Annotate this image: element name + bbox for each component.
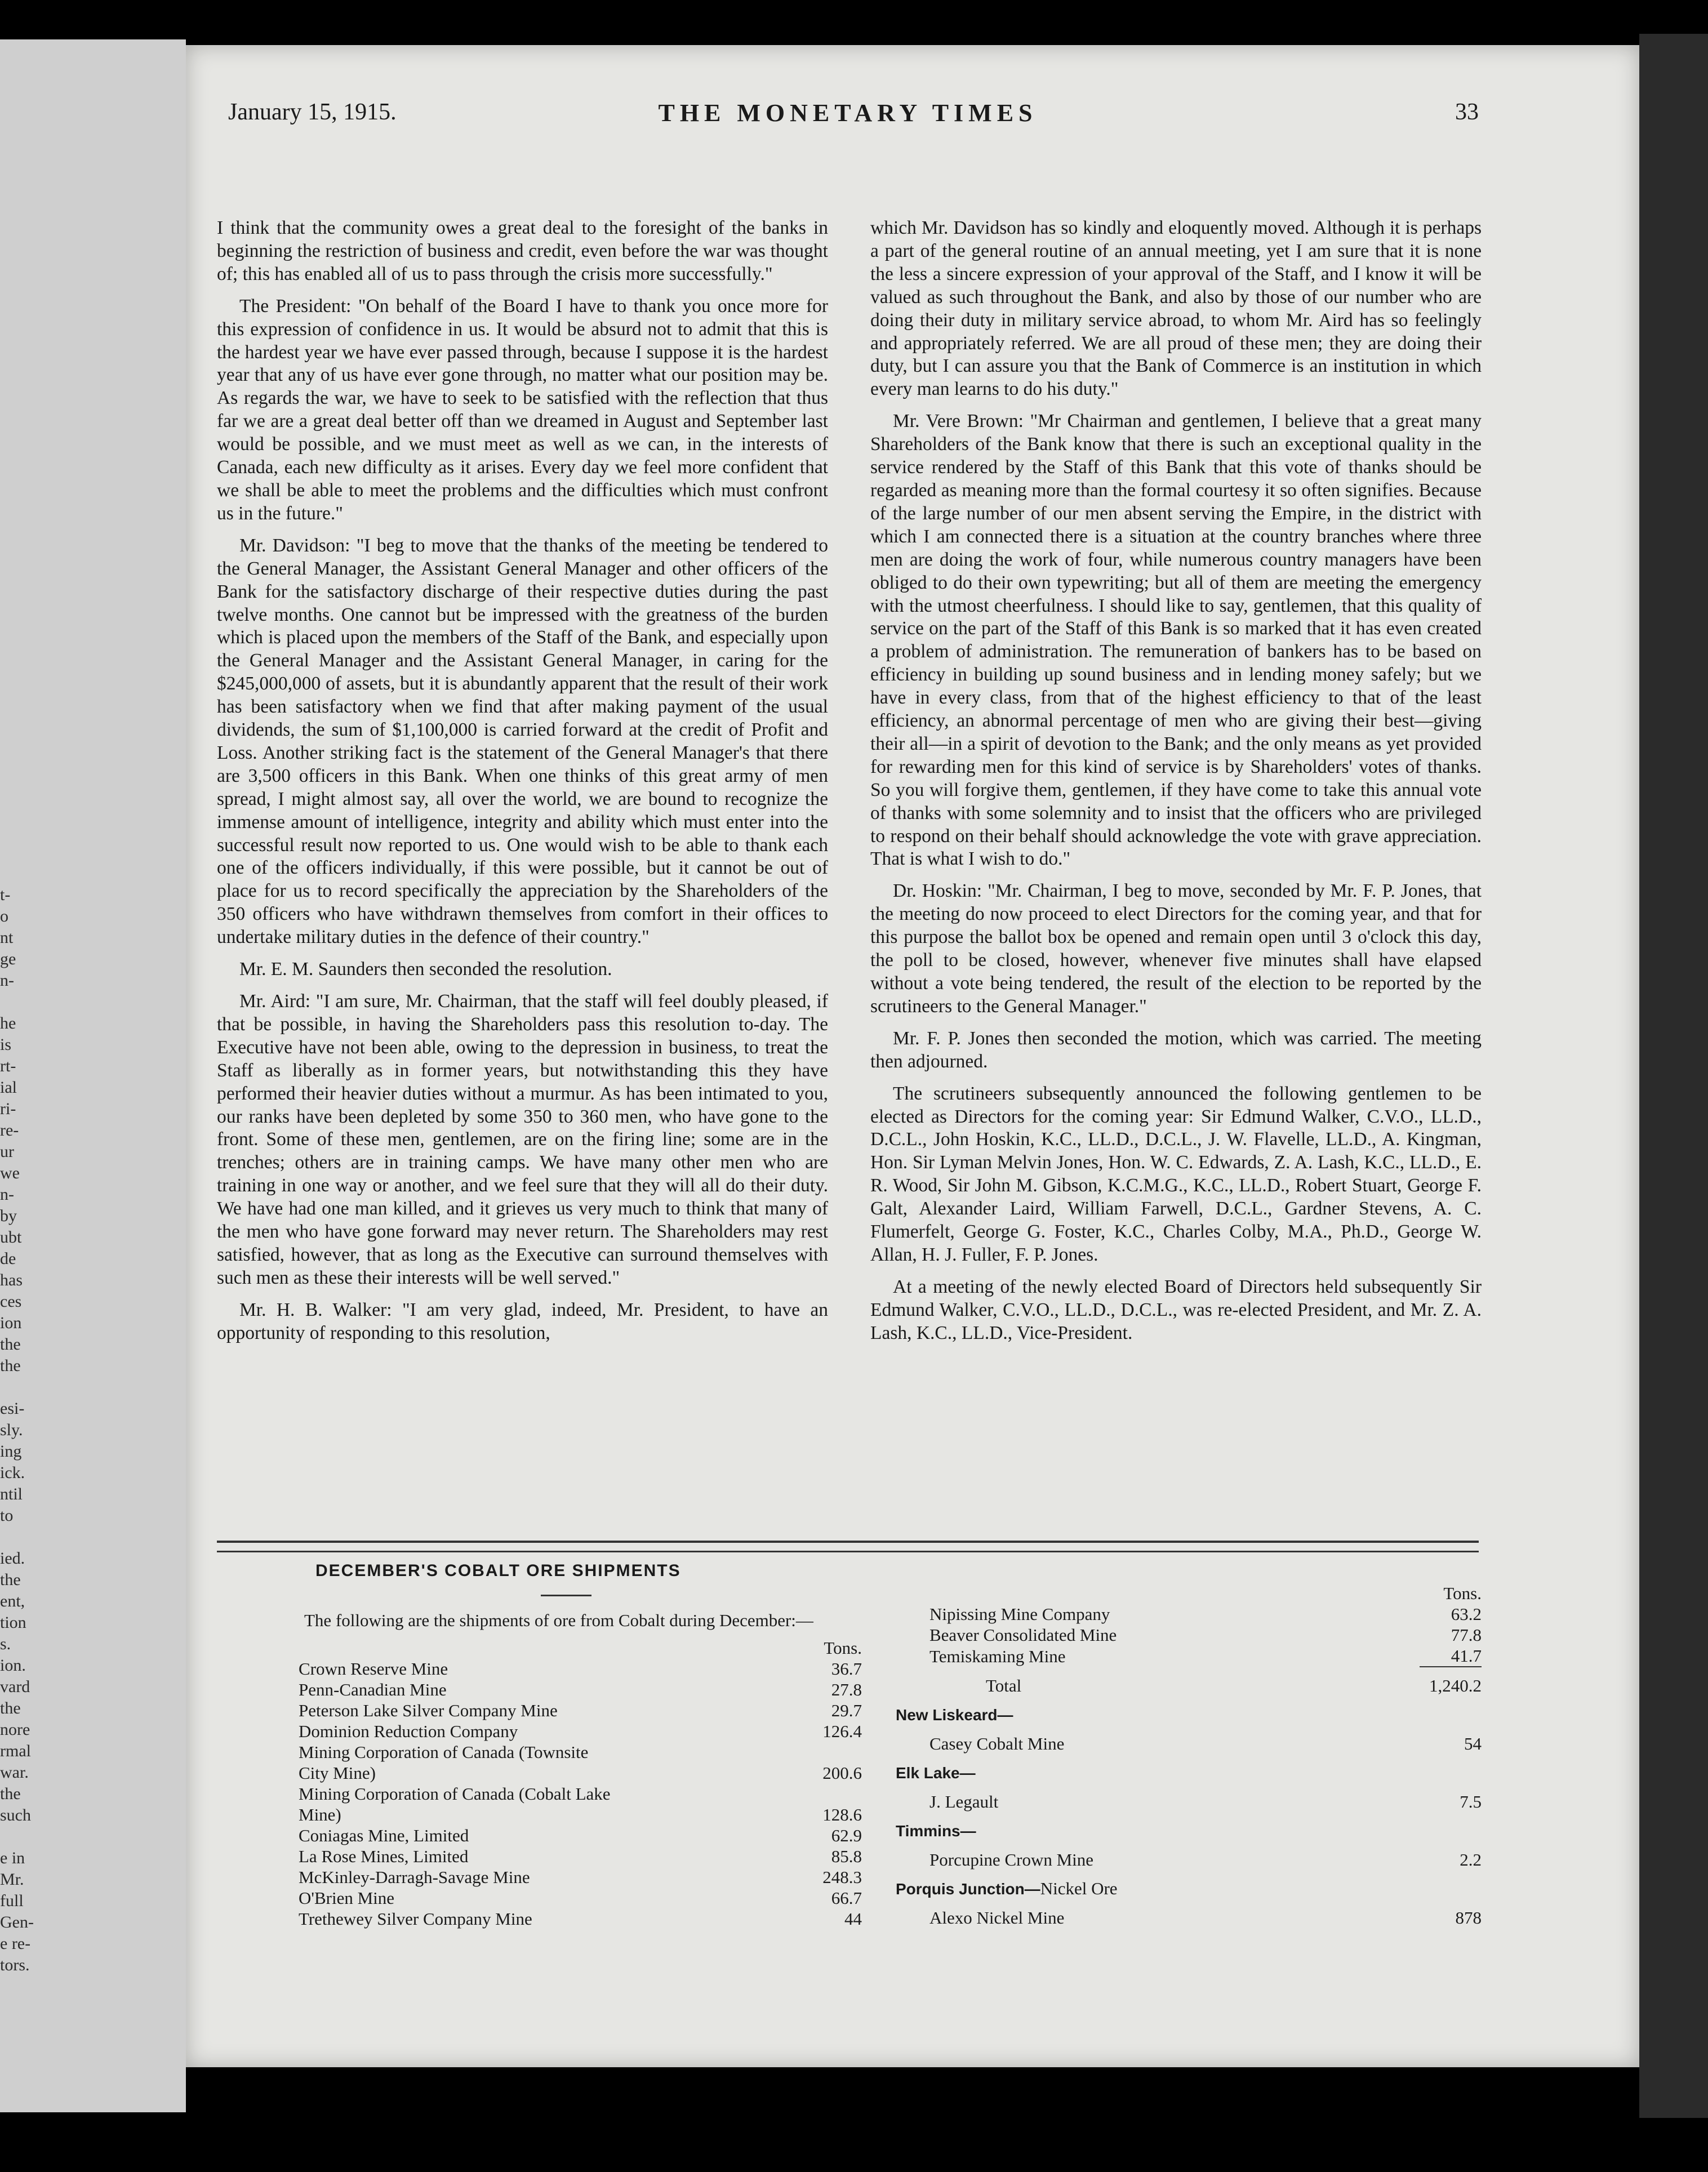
fragment-line — [0, 991, 51, 1013]
tons-value: 85.8 — [831, 1846, 862, 1866]
district-name: Timmins— — [896, 1822, 976, 1840]
mine-name: Beaver Consolidated Mine — [929, 1625, 1117, 1645]
fragment-line: by — [0, 1207, 17, 1225]
paragraph: which Mr. Davidson has so kindly and eloquently moved. Although it is perhaps a part of the general routine of an annual meeting, yet I am sure that it is none the less a sincere expression of your approval of the Staff, and I know it will be valued as such throughout the Bank, and also by those of our number who are doing their duty in military service abroad, to whom Mr. Aird has so feelingly and appropriately referred. We are all proud of these men; they are doing their duty, but I can assure you that the Bank of Commerce is an institution in which every man learns to do his duty." — [870, 217, 1482, 400]
fragment-line: de — [0, 1249, 16, 1268]
fragment-line: Mr. — [0, 1870, 24, 1889]
district-heading — [896, 1762, 1482, 1783]
fragment-line: has — [0, 1271, 23, 1289]
shipments-right-panel — [896, 1583, 1482, 1928]
tons-value: 62.9 — [831, 1826, 862, 1845]
paragraph: Mr. Aird: "I am sure, Mr. Chairman, that the staff will feel doubly pleased, if that be possible, in having the Shareholders pass this resolution to-day. The Executive have not been able, owing to the depression in business, to treat the Staff as liberally as in former years, but notwithstanding this they have performed their heavier duties without a murmur. As has been intimated to you, our ranks have been depleted by some 350 to 360 men, who have gone to the front. Some of these men, gentlemen, are on the firing line; some are in the trenches; others are in training camps. We have many other men who are training in one way or another, and we feel sure that they will all do their duty. We have had one man killed, and it grieves us very much to think that many of the men who have gone forward may never return. The Shareholders may rest satisfied, however, that as long as the Executive can surround themselves with such men as these their interests will be well served." — [217, 991, 828, 1288]
paragraph: Mr. H. B. Walker: "I am very glad, indeed, Mr. President, to have an opportunity of responding to this resolution, — [217, 1299, 828, 1343]
mine-name-continued: City Mine) — [299, 1763, 376, 1783]
tons-value: 66.7 — [831, 1888, 862, 1908]
table-row — [282, 1742, 862, 1762]
tons-header: Tons. — [824, 1638, 862, 1658]
fragment-line: n- — [0, 1185, 14, 1204]
paragraph: Mr. F. P. Jones then seconded the motion, which was carried. The meeting then adjourned. — [870, 1027, 1482, 1072]
title-rule — [541, 1595, 591, 1596]
mine-name: La Rose Mines, Limited — [299, 1846, 469, 1866]
fragment-line: e in — [0, 1849, 25, 1867]
paragraph: Mr. Vere Brown: "Mr Chairman and gentlemen, I believe that a great many Shareholders of the Bank know that there is such an exceptional quality in the service rendered by the Staff of this Bank that this vote of thanks should be regarded as meaning more than the formal courtesy it so often signifies. Because of the large number of our men absent serving the Empire, in the district with which I am connected there is a situation at the country branches where three men are doing the work of four, while numerous country managers have been obliged to do their own typewriting; but all of them are meeting the emergency with the utmost cheerfulness. I should like to say, gentlemen, that this quality of service on the part of the Staff of this Bank is so marked that it has even created a problem of administration. The remuneration of bankers has to be based on efficiency in building up sound business and in lending money safely; but we have in every class, from that of the highest efficiency to that of the least efficiency, an abnormal percentage of men who are giving their best—giving their all—in a spirit of devotion to the Bank; and the only means as yet provided for rewarding men for this kind of service is by Shareholders' votes of thanks. So you will forgive them, gentlemen, if they have come to take this annual vote of thanks with some solemnity and to insist that the officers who are privileged to respond on their behalf should acknowledge the vote with grave appreciation. That is what I wish to do." — [870, 411, 1482, 870]
shipments-title: DECEMBER'S COBALT ORE SHIPMENTS — [315, 1561, 681, 1580]
mine-name: Peterson Lake Silver Company Mine — [299, 1701, 558, 1720]
total-label: Total — [986, 1676, 1022, 1695]
tons-value: 63.2 — [1451, 1604, 1482, 1624]
tons-value: 126.4 — [822, 1721, 862, 1741]
page-header — [217, 99, 1479, 132]
fragment-line: the — [0, 1570, 21, 1589]
paragraph: Mr. E. M. Saunders then seconded the resolution. — [239, 959, 612, 980]
table-row — [282, 1679, 862, 1700]
mine-name: Crown Reserve Mine — [299, 1659, 448, 1679]
magazine-page — [186, 45, 1639, 2067]
table-row-continuation — [282, 1762, 862, 1783]
article-column-left — [217, 217, 828, 1354]
fragment-line: ge — [0, 950, 16, 968]
tons-value: 77.8 — [1451, 1625, 1482, 1645]
table-row — [913, 1624, 1482, 1645]
tons-value: 200.6 — [822, 1763, 862, 1783]
mine-name: Casey Cobalt Mine — [929, 1734, 1065, 1753]
facing-page-text-fragments — [0, 884, 51, 1976]
fragment-line: such — [0, 1806, 31, 1824]
fragment-line — [0, 1526, 51, 1548]
fragment-line: nore — [0, 1720, 30, 1739]
table-row — [913, 1645, 1482, 1667]
total-row — [913, 1667, 1482, 1696]
shipments-table-right — [913, 1583, 1482, 1696]
shipments-left-panel — [282, 1560, 862, 1929]
mine-name: Penn-Canadian Mine — [299, 1680, 447, 1699]
table-row — [282, 1908, 862, 1929]
page-number: 33 — [1455, 99, 1479, 125]
mine-name: Temiskaming Mine — [929, 1646, 1066, 1666]
fragment-line: the — [0, 1784, 21, 1803]
tons-value: 878 — [1455, 1908, 1482, 1928]
table-row — [913, 1849, 1482, 1870]
fragment-line: ntil — [0, 1485, 23, 1503]
paragraph: At a meeting of the newly elected Board of Directors held subsequently Sir Edmund Walker, C.V.O., LL.D., D.C.L., was re-elected President, and Mr. Z. A. Lash, K.C., LL.D., Vice-President. — [870, 1276, 1482, 1343]
tons-value: 248.3 — [822, 1867, 862, 1887]
mine-name: Alexo Nickel Mine — [929, 1908, 1065, 1928]
fragment-line: Gen- — [0, 1913, 34, 1931]
total-value: 1,240.2 — [1420, 1667, 1482, 1696]
table-row — [282, 1721, 862, 1742]
tons-value: 27.8 — [831, 1680, 862, 1699]
fragment-line: e re- — [0, 1934, 31, 1953]
paragraph: The President: "On behalf of the Board I have to thank you once more for this expression of confidence in us. It would be absurd not to admit that this is the hardest year we have ever passed through, because I suppose it is the hardest year that any of us have ever gone through, no matter what our position may be. As regards the war, we have to seek to be satisfied with the reflection that thus far we are a great deal better off than we dreamed in August and September last would be possible, and we must meet as well as we can, in the interests of Canada, each new difficulty as it arises. Every day we feel more confident that we shall be able to meet the problems and the difficulties which must confront us in the future." — [217, 295, 828, 524]
fragment-line: ial — [0, 1078, 17, 1097]
fragment-line: t- — [0, 885, 11, 904]
table-row — [282, 1783, 862, 1804]
paragraph: The scrutineers subsequently announced the following gentlemen to be elected as Directors for the coming year: Sir Edmund Walker, C.V.O., LL.D., D.C.L., John Hoskin, K.C., LL.D., D.C.L., J. W. Flavelle, LL.D., A. Kingman, Hon. Sir Lyman Melvin Jones, Hon. W. C. Edwards, Z. A. Lash, K.C., LL.D., E. R. Wood, Sir John M. Gibson, K.C.M.G., K.C., LL.D., Robert Stuart, George F. Galt, Alexander Laird, William Farwell, D.C.L., Gardner Stevens, A. C. Flumerfelt, George G. Foster, K.C., Charles Colby, M.A., Ph.D., George W. Allan, H. J. Fuller, F. P. Jones. — [870, 1083, 1482, 1265]
tons-value: 54 — [1464, 1734, 1482, 1753]
tons-value: 29.7 — [831, 1701, 862, 1720]
fragment-line: ubt — [0, 1228, 22, 1247]
district-name: Porquis Junction— — [896, 1880, 1040, 1898]
fragment-line: ick. — [0, 1463, 25, 1482]
paragraph: Mr. Davidson: "I beg to move that the thanks of the meeting be tendered to the General Manager, the Assistant General Manager and other officers of the Bank for the satisfactory discharge of their respective duties during the past twelve months. One cannot but be impressed with the greatness of the burden which is placed upon the members of the Staff of the Bank, and especially upon the General Manager and the Assistant General Manager, in caring for the $245,000,000 of assets, but it is abundantly apparent that the result of their work has been satisfactory when we find that after making payment of the usual dividends, the sum of $1,100,000 is carried forward at the credit of Profit and Loss. Another striking fact is the statement of the General Manager's that there are 3,500 officers in this Bank. When one thinks of this great army of men spread, I might almost say, all over the world, we are bound to recognize the immense amount of intelligence, integrity and ability which must enter into the successful result now reported to us. One would wish to be able to thank each one of the officers individually, if this were possible, but it cannot be out of place for us to record specifically the appreciation by the Shareholders of the 350 officers who have withdrawn themselves from comfort in their offices to undertake military duties in the defence of their country." — [217, 535, 828, 948]
fragment-line: ri- — [0, 1100, 16, 1118]
fragment-line: ent, — [0, 1592, 25, 1610]
mine-name: McKinley-Darragh-Savage Mine — [299, 1867, 530, 1887]
other-districts — [896, 1704, 1482, 1928]
mine-name: Trethewey Silver Company Mine — [299, 1909, 532, 1929]
section-divider — [217, 1541, 1479, 1552]
tons-value: 7.5 — [1460, 1792, 1482, 1812]
publication-title: THE MONETARY TIMES — [658, 99, 1038, 127]
table-row — [282, 1700, 862, 1721]
shipments-table-left — [282, 1637, 862, 1929]
fragment-line — [0, 1377, 51, 1398]
district-table — [913, 1733, 1482, 1754]
issue-date: January 15, 1915. — [228, 99, 397, 125]
fragment-line: we — [0, 1164, 20, 1182]
tons-value: 41.7 — [1451, 1646, 1482, 1666]
fragment-line: ion — [0, 1314, 22, 1332]
district-table — [913, 1791, 1482, 1812]
district-table — [913, 1907, 1482, 1928]
mine-name: O'Brien Mine — [299, 1888, 395, 1908]
fragment-line: rmal — [0, 1742, 31, 1760]
table-row — [282, 1888, 862, 1908]
fragment-line: ces — [0, 1292, 22, 1311]
article-column-right — [870, 217, 1482, 1354]
table-row — [282, 1867, 862, 1888]
district-heading — [896, 1878, 1482, 1899]
fragment-line: the — [0, 1335, 21, 1354]
fragment-line: esi- — [0, 1399, 25, 1418]
shipments-intro: The following are the shipments of ore from Cobalt during December:— — [304, 1610, 813, 1630]
fragment-line: s. — [0, 1635, 11, 1653]
mine-name: Coniagas Mine, Limited — [299, 1826, 469, 1845]
district-name: New Liskeard— — [896, 1706, 1013, 1724]
facing-page — [0, 39, 186, 2112]
table-row — [913, 1604, 1482, 1624]
mine-name-continued: Mine) — [299, 1805, 341, 1824]
fragment-line: ion. — [0, 1656, 26, 1675]
table-row — [282, 1825, 862, 1846]
mine-name: Dominion Reduction Company — [299, 1721, 518, 1741]
fragment-line: to — [0, 1506, 14, 1525]
fragment-line: full — [0, 1891, 24, 1910]
table-row-continuation — [282, 1804, 862, 1825]
fragment-line: rt- — [0, 1057, 16, 1075]
mine-name: Nipissing Mine Company — [929, 1604, 1110, 1624]
book-spine — [1639, 34, 1708, 2118]
table-row — [913, 1733, 1482, 1754]
fragment-line: vard — [0, 1677, 30, 1696]
district-heading — [896, 1704, 1482, 1725]
fragment-line: war. — [0, 1763, 29, 1782]
paragraph: I think that the community owes a great deal to the foresight of the banks in beginning the restriction of business and credit, even before the war was thought of; this has enabled all of us to pass through the crisis more successfully." — [217, 217, 828, 284]
fragment-line: the — [0, 1699, 21, 1717]
table-row — [282, 1846, 862, 1867]
fragment-line: ing — [0, 1442, 22, 1461]
fragment-line: tors. — [0, 1956, 30, 1974]
fragment-line: tion — [0, 1613, 26, 1632]
tons-value: 2.2 — [1460, 1850, 1482, 1870]
table-row — [282, 1658, 862, 1679]
fragment-line: o — [0, 907, 8, 925]
table-row — [913, 1791, 1482, 1812]
mine-name: J. Legault — [929, 1792, 999, 1812]
fragment-line: re- — [0, 1121, 19, 1140]
fragment-line: ied. — [0, 1549, 25, 1568]
district-heading — [896, 1820, 1482, 1841]
district-table — [913, 1849, 1482, 1870]
paragraph: Dr. Hoskin: "Mr. Chairman, I beg to move, seconded by Mr. F. P. Jones, that the meeting do now proceed to elect Directors for the coming year, and that for this purpose the ballot box be opened and remain open until 3 o'clock this day, the poll to be closed, however, whenever five minutes shall have elapsed without a vote being tendered, the result of the election to be reported by the scrutineers to the General Manager." — [870, 880, 1482, 1017]
fragment-line — [0, 1826, 51, 1848]
fragment-line: ur — [0, 1142, 14, 1161]
tons-value: 36.7 — [831, 1659, 862, 1679]
table-row — [913, 1907, 1482, 1928]
tons-header: Tons. — [1443, 1583, 1482, 1603]
mine-name: Porcupine Crown Mine — [929, 1850, 1094, 1870]
district-name: Elk Lake— — [896, 1764, 976, 1782]
fragment-line: nt — [0, 928, 14, 947]
tons-value: 44 — [844, 1909, 862, 1929]
district-note: Nickel Ore — [1040, 1879, 1118, 1898]
fragment-line: n- — [0, 971, 14, 990]
fragment-line: is — [0, 1035, 12, 1054]
fragment-line: he — [0, 1014, 16, 1032]
tons-value: 128.6 — [822, 1805, 862, 1824]
fragment-line: the — [0, 1356, 21, 1375]
mine-name: Mining Corporation of Canada (Townsite — [299, 1742, 589, 1762]
mine-name: Mining Corporation of Canada (Cobalt Lake — [299, 1784, 611, 1804]
fragment-line: sly. — [0, 1421, 23, 1439]
